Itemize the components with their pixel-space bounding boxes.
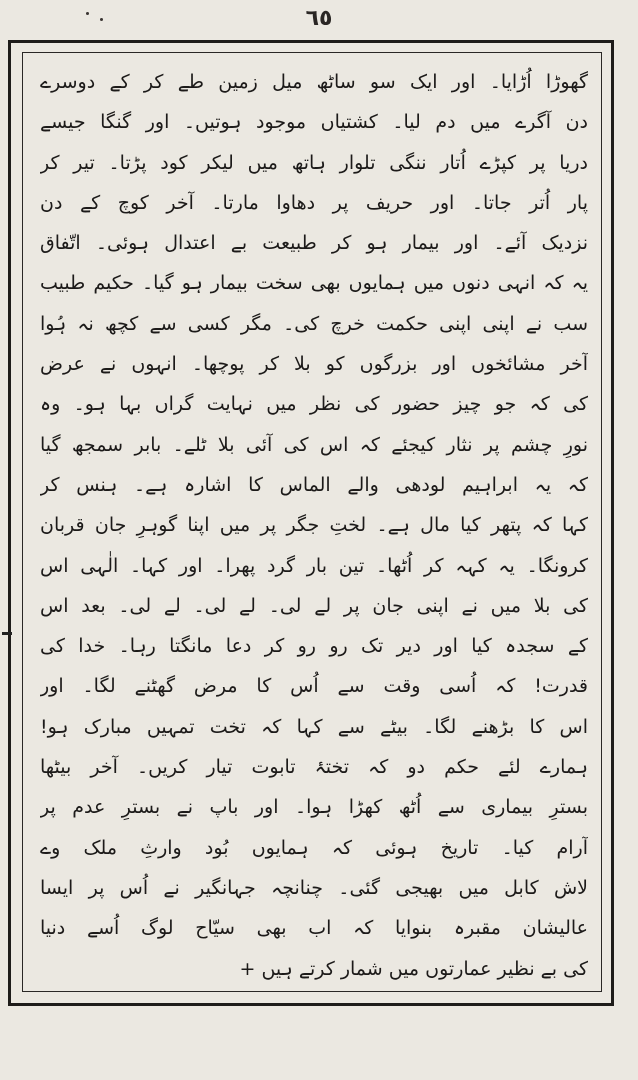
text-line: سب نے اپنی اپنی حکمت خرچ کی۔ مگر کسی سے کچھ نہ ہُوا <box>40 312 588 335</box>
text-line: کی بلا میں نے اپنی جان پر لے لی۔ لے لی۔ لے لی۔ بعد اس <box>40 594 588 617</box>
text-line: دن آگرے میں دم لیا۔ کشتیاں موجود ہوتیں۔ اور گنگا جیسے <box>40 111 588 134</box>
text-line: آرام کیا۔ تاریخ ہوئی کہ ہمایوں بُود وارثِ ملک وے <box>40 836 588 859</box>
text-line: نزدیک آئے۔ اور بیمار ہو کر طبیعت بے اعتدال ہوئی۔ اتّفاق <box>40 232 588 255</box>
text-line: کی بے نظیر عمارتوں میں شمار کرتے ہیں + <box>239 957 588 980</box>
text-line: یہ کہ انہی دنوں میں ہمایوں بھی سخت بیمار ہو گیا۔ حکیم طبیب <box>40 272 588 295</box>
text-line: دریا پر کپڑے اُتار ننگی تلوار ہاتھ میں لیکر کود پڑتا۔ تیر کر <box>40 151 588 174</box>
ink-speck <box>100 18 103 21</box>
text-line: ہمارے لئے حکم دو کہ تختۂ تابوت تیار کریں۔ آخر بیٹھا <box>40 756 588 779</box>
text-line: عالیشان مقبرہ بنوایا کہ اب بھی سیّاح لوگ اُسے دنیا <box>40 917 588 940</box>
body-text <box>40 62 588 989</box>
text-line: کرونگا۔ یہ کہہ کر اُٹھا۔ تین بار گرد پھرا۔ اور کہا۔ الٰہی اس <box>40 554 588 577</box>
binding-mark <box>2 632 12 635</box>
text-line: اس کا بڑھنے لگا۔ بیٹے سے کہا کہ تخت تمہیں مبارک ہو! <box>40 715 588 738</box>
text-line: کے سجدہ کیا اور دیر تک رو رو کر دعا مانگتا رہا۔ خدا کی <box>40 635 588 658</box>
text-line: کہا کہ پتھر کیا مال ہے۔ لختِ جگر پر میں اپنا گوہرِ جان قربان <box>40 514 588 537</box>
text-line: بسترِ بیماری سے اُٹھ کھڑا ہوا۔ اور باپ نے بسترِ عدم پر <box>40 796 588 819</box>
text-line: آخر مشائخوں اور بزرگوں کو بلا کر پوچھا۔ انہوں نے عرض <box>40 353 588 376</box>
text-line: لاش کابل میں بھیجی گئی۔ چنانچہ جہانگیر نے اُس پر ایسا <box>40 876 588 899</box>
text-line: نورِ چشم پر نثار کیجئے کہ اس کی آئی بلا ٹلے۔ بابر سمجھ گیا <box>40 433 588 456</box>
text-line: قدرت! کہ اُسی وقت سے اُس کا مرض گھٹنے لگا۔ اور <box>40 675 588 698</box>
text-line: کہ یہ ابراہیم لودھی والے الماس کا اشارہ ہے۔ ہنس کر <box>40 473 588 496</box>
text-line: پار اُتر جاتا۔ اور حریف پر دھاوا مارتا۔ آخر کوچ کے دن <box>40 191 588 214</box>
text-line: کی کہ جو چیز حضور کی نظر میں نہایت گراں بہا ہو۔ وہ <box>40 393 588 416</box>
page-number: ٦٥ <box>305 6 333 31</box>
text-line: گھوڑا اُڑایا۔ اور ایک سو ساٹھ میل زمین طے کر کے دوسرے <box>40 71 588 93</box>
ink-speck <box>86 12 89 15</box>
